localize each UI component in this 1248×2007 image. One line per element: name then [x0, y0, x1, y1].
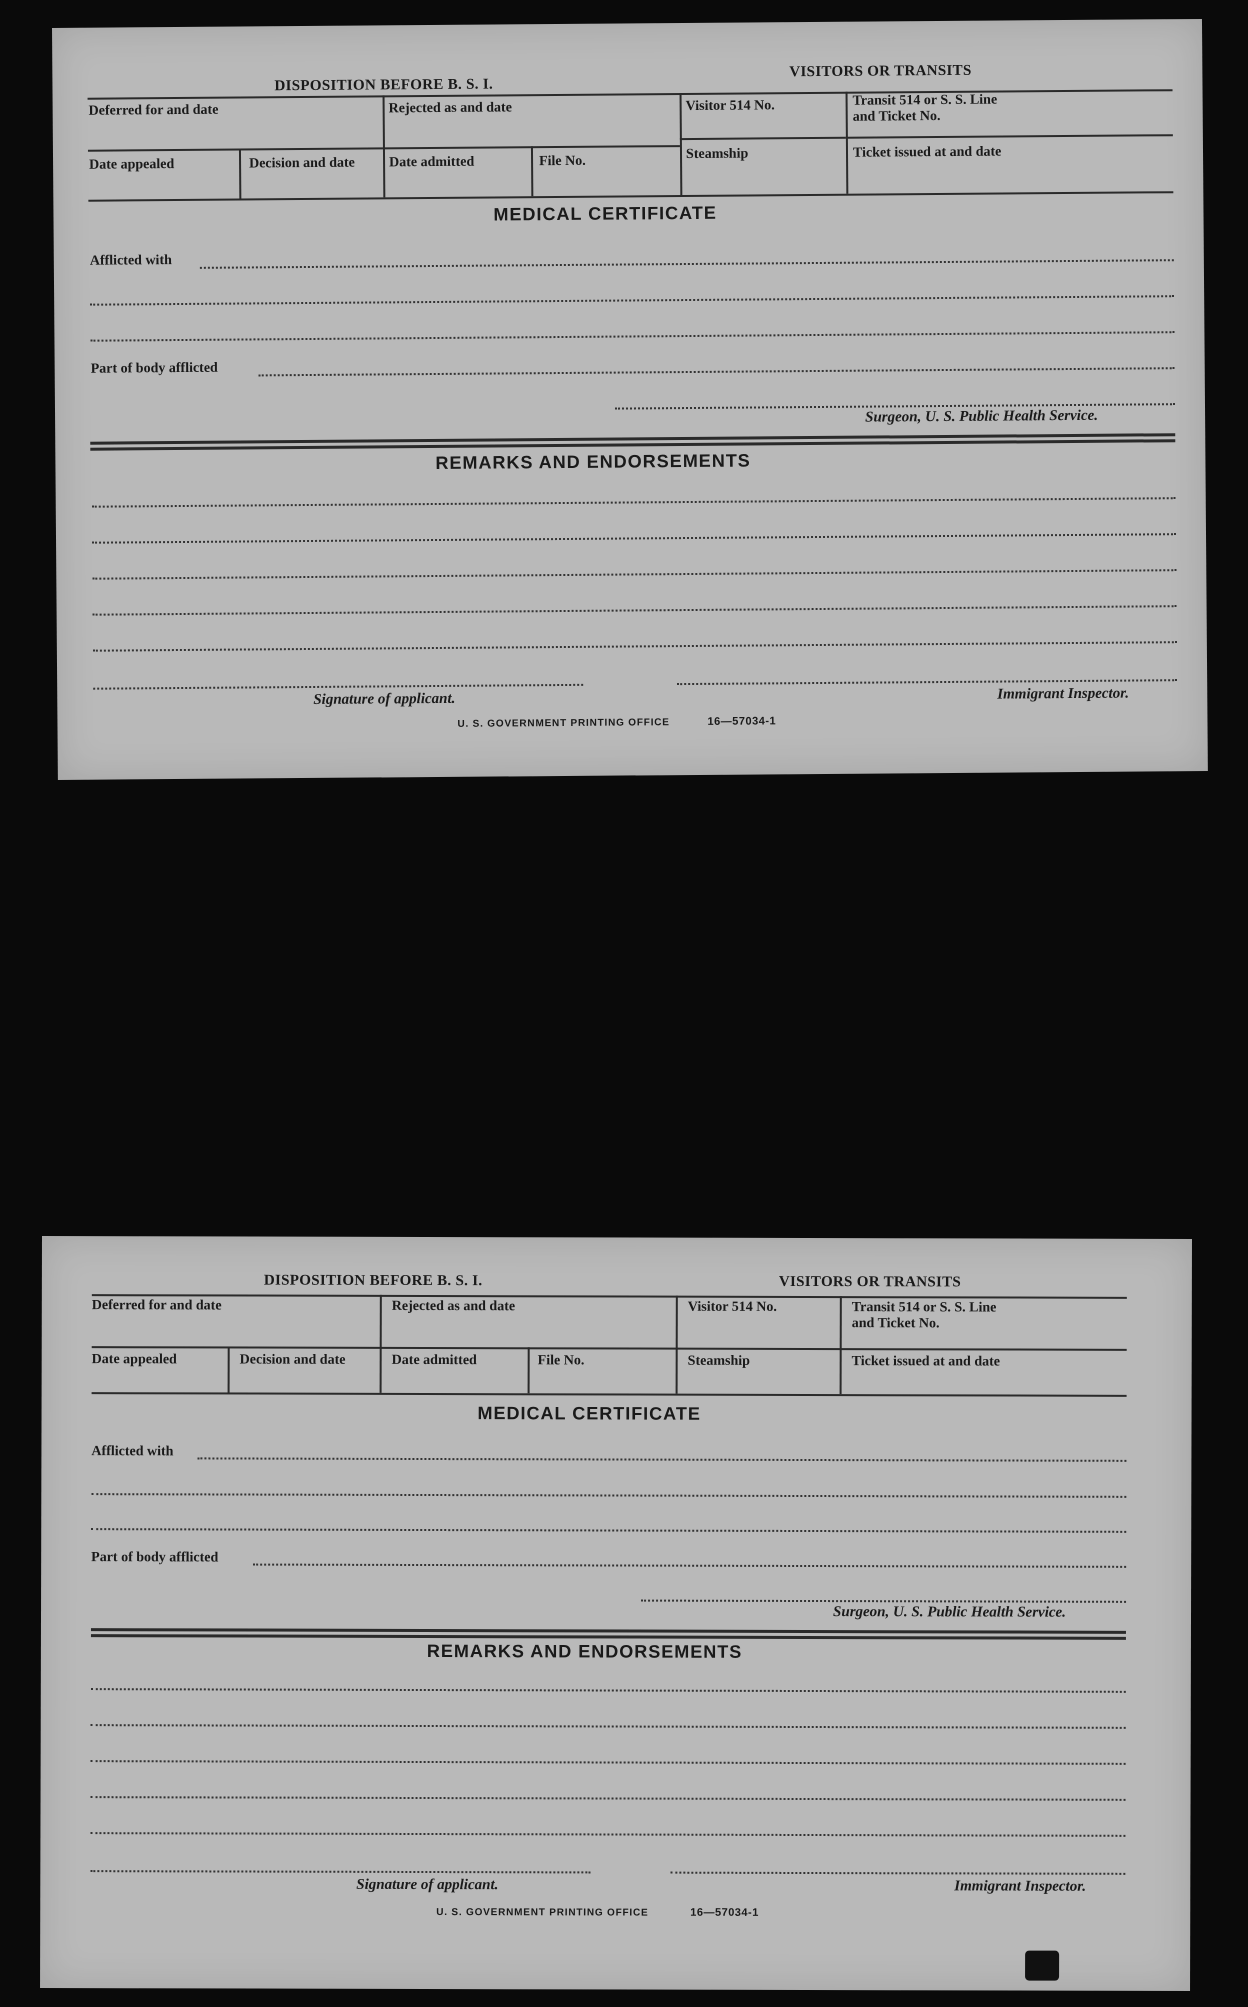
- remarks-line: [93, 605, 1177, 616]
- remarks-line: [91, 1724, 1126, 1729]
- remarks-line: [90, 1832, 1125, 1837]
- rejected-label: Rejected as and date: [388, 100, 512, 117]
- section-double-rule: [91, 1628, 1126, 1640]
- inspector-signature-line: [677, 679, 1177, 685]
- printer-label: U. S. GOVERNMENT PRINTING OFFICE: [436, 1907, 649, 1919]
- ink-stain: [1025, 1951, 1059, 1981]
- remarks-line: [92, 569, 1176, 580]
- form-code: 16—57034-1: [707, 715, 777, 728]
- body-part-label: Part of body afflicted: [90, 360, 218, 377]
- divider: [239, 149, 241, 199]
- record-card-back: [40, 1236, 1192, 1991]
- top-rule: [92, 1294, 1127, 1299]
- row-rule: [680, 137, 846, 140]
- header-bottom-rule: [92, 1392, 1127, 1397]
- divider: [840, 1296, 842, 1394]
- remarks-line: [91, 1760, 1126, 1765]
- signature-label: Signature of applicant.: [356, 1876, 499, 1894]
- visitor-label: Visitor 514 No.: [685, 98, 775, 115]
- divider: [846, 92, 849, 194]
- inspector-signature-line: [670, 1872, 1125, 1875]
- printer-label: U. S. GOVERNMENT PRINTING OFFICE: [457, 717, 670, 730]
- afflicted-line: [197, 1457, 1126, 1461]
- transit-label-1: Transit 514 or S. S. Line: [852, 92, 998, 109]
- surgeon-label: Surgeon, U. S. Public Health Service.: [865, 407, 1099, 426]
- date-appealed-label: Date appealed: [91, 1352, 177, 1368]
- body-part-line: [253, 1564, 1126, 1568]
- remarks-line: [92, 497, 1176, 508]
- date-admitted-label: Date admitted: [389, 154, 475, 171]
- divider: [531, 146, 533, 196]
- steamship-label: Steamship: [685, 146, 749, 163]
- divider: [380, 1295, 382, 1393]
- date-appealed-label: Date appealed: [89, 157, 175, 173]
- transit-label-1: Transit 514 or S. S. Line: [851, 1300, 997, 1316]
- ticket-issued-label: Ticket issued at and date: [852, 144, 1002, 161]
- remarks-title: REMARKS AND ENDORSEMENTS: [426, 1641, 743, 1662]
- afflicted-label: Afflicted with: [91, 1444, 174, 1460]
- afflicted-line: [200, 259, 1174, 269]
- header-bottom-rule: [88, 191, 1173, 202]
- transit-label-2: and Ticket No.: [851, 1316, 940, 1332]
- decision-label: Decision and date: [239, 1352, 346, 1368]
- row-rule: [846, 134, 1173, 139]
- deferred-label: Deferred for and date: [91, 1298, 222, 1314]
- divider: [680, 93, 683, 195]
- ticket-issued-label: Ticket issued at and date: [851, 1354, 1001, 1370]
- visitors-header: VISITORS OR TRANSITS: [789, 62, 972, 81]
- date-admitted-label: Date admitted: [391, 1352, 477, 1369]
- medical-certificate-title: MEDICAL CERTIFICATE: [477, 1403, 701, 1424]
- remarks-line: [91, 1796, 1126, 1801]
- applicant-signature-line: [93, 684, 583, 690]
- blank-line: [91, 1493, 1126, 1498]
- disposition-header: DISPOSITION BEFORE B. S. I.: [274, 76, 494, 95]
- file-no-label: File No.: [537, 1353, 585, 1369]
- divider: [676, 1296, 678, 1394]
- file-no-label: File No.: [539, 153, 586, 170]
- top-rule: [88, 89, 1173, 100]
- rejected-label: Rejected as and date: [391, 1298, 516, 1315]
- section-double-rule: [90, 433, 1175, 451]
- visitors-header: VISITORS OR TRANSITS: [778, 1273, 962, 1291]
- visitor-label: Visitor 514 No.: [687, 1299, 777, 1315]
- transit-label-2: and Ticket No.: [852, 109, 941, 125]
- applicant-signature-line: [90, 1870, 590, 1873]
- afflicted-label: Afflicted with: [89, 253, 172, 269]
- row-rule: [92, 1346, 1127, 1351]
- disposition-header: DISPOSITION BEFORE B. S. I.: [263, 1272, 483, 1290]
- blank-line: [90, 295, 1174, 306]
- blank-line: [90, 331, 1174, 342]
- remarks-title: REMARKS AND ENDORSEMENTS: [435, 450, 751, 474]
- medical-certificate-title: MEDICAL CERTIFICATE: [493, 202, 717, 225]
- steamship-label: Steamship: [687, 1353, 750, 1369]
- divider: [228, 1346, 230, 1392]
- body-part-label: Part of body afflicted: [91, 1550, 219, 1566]
- surgeon-signature-line: [641, 1600, 1126, 1603]
- inspector-label: Immigrant Inspector.: [954, 1878, 1087, 1895]
- remarks-line: [92, 533, 1176, 544]
- surgeon-label: Surgeon, U. S. Public Health Service.: [832, 1604, 1066, 1621]
- form-code: 16—57034-1: [690, 1906, 759, 1919]
- signature-label: Signature of applicant.: [313, 690, 456, 708]
- blank-line: [91, 1528, 1126, 1533]
- decision-label: Decision and date: [249, 155, 355, 172]
- remarks-line: [91, 1688, 1126, 1693]
- deferred-label: Deferred for and date: [88, 102, 219, 119]
- inspector-label: Immigrant Inspector.: [997, 685, 1130, 703]
- remarks-line: [93, 641, 1177, 652]
- record-card-front: [52, 19, 1208, 780]
- body-part-line: [259, 367, 1175, 376]
- divider: [528, 1347, 530, 1393]
- row-rule: [88, 147, 383, 151]
